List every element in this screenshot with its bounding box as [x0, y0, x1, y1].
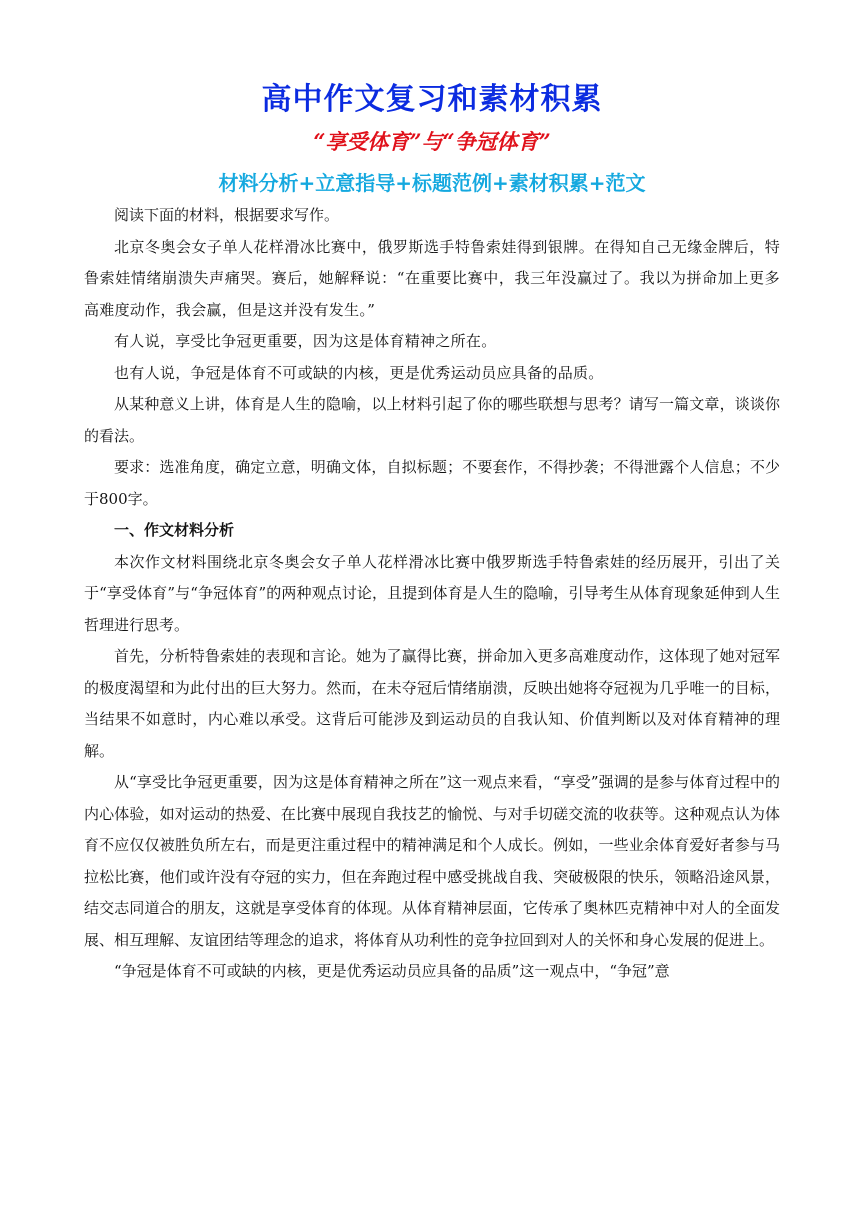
- document-title: 高中作文复习和素材积累: [261, 82, 603, 117]
- prompt-material-2: 有人说，享受比争冠更重要，因为这是体育精神之所在。: [114, 332, 497, 350]
- analysis-paragraph-1: 本次作文材料围绕北京冬奥会女子单人花样滑冰比赛中俄罗斯选手特鲁索娃的经历展开，引出了关于“享受体育”与“争冠体育”的两种观点讨论，且提到体育是人生的隐喻，引导考生从体育现象延伸到人生哲理进行思考。: [84, 552, 780, 634]
- section-heading-analysis: 一、作文材料分析: [114, 521, 235, 539]
- prompt-requirements: 要求：选准角度，确定立意，明确文体，自拟标题；不要套作，不得抄袭；不得泄露个人信息；不少于800字。: [84, 458, 780, 508]
- document-page: [84, 80, 780, 988]
- prompt-intro: 阅读下面的材料，根据要求写作。: [114, 206, 340, 224]
- analysis-paragraph-3: 从“享受比争冠更重要，因为这是体育精神之所在”这一观点来看，“享受”强调的是参与体育过程中的内心体验，如对运动的热爱、在比赛中展现自我技艺的愉悦、与对手切磋交流的收获等。这种观点认为体育不应仅仅被胜负所左右，而是更注重过程中的精神满足和个人成长。例如，一些业余体育爱好者参与马拉松比赛，他们或许没有夺冠的实力，但在奔跑过程中感受挑战自我、突破极限的快乐，领略沿途风景，结交志同道合的朋友，这就是享受体育的体现。从体育精神层面，它传承了奥林匹克精神中对人的全面发展、相互理解、友谊团结等理念的追求，将体育从功利性的竞争拉回到对人的关怀和身心发展的促进上。: [84, 773, 780, 949]
- analysis-paragraph-4: “争冠是体育不可或缺的内核，更是优秀运动员应具备的品质”这一观点中，“争冠”意: [114, 962, 670, 980]
- analysis-paragraph-2: 首先，分析特鲁索娃的表现和言论。她为了赢得比赛，拼命加入更多高难度动作，这体现了她对冠军的极度渴望和为此付出的巨大努力。然而，在未夺冠后情绪崩溃，反映出她将夺冠视为几乎唯一的目标，当结果不如意时，内心难以承受。这背后可能涉及到运动员的自我认知、价值判断以及对体育精神的理解。: [84, 647, 780, 760]
- prompt-material-1: 北京冬奥会女子单人花样滑冰比赛中，俄罗斯选手特鲁索娃得到银牌。在得知自己无缘金牌后，特鲁索娃情绪崩溃失声痛哭。赛后，她解释说：“在重要比赛中，我三年没赢过了。我以为拼命加上更多高难度动作，我会赢，但是这并没有发生。”: [84, 237, 780, 319]
- document-tagline: 材料分析+立意指导+标题范例+素材积累+范文: [218, 171, 646, 195]
- prompt-question: 从某种意义上讲，体育是人生的隐喻，以上材料引起了你的哪些联想与思考？请写一篇文章，谈谈你的看法。: [84, 395, 780, 445]
- prompt-material-3: 也有人说，争冠是体育不可或缺的内核，更是优秀运动员应具备的品质。: [114, 363, 604, 382]
- document-subtitle: “享受体育”与“争冠体育”: [313, 129, 551, 154]
